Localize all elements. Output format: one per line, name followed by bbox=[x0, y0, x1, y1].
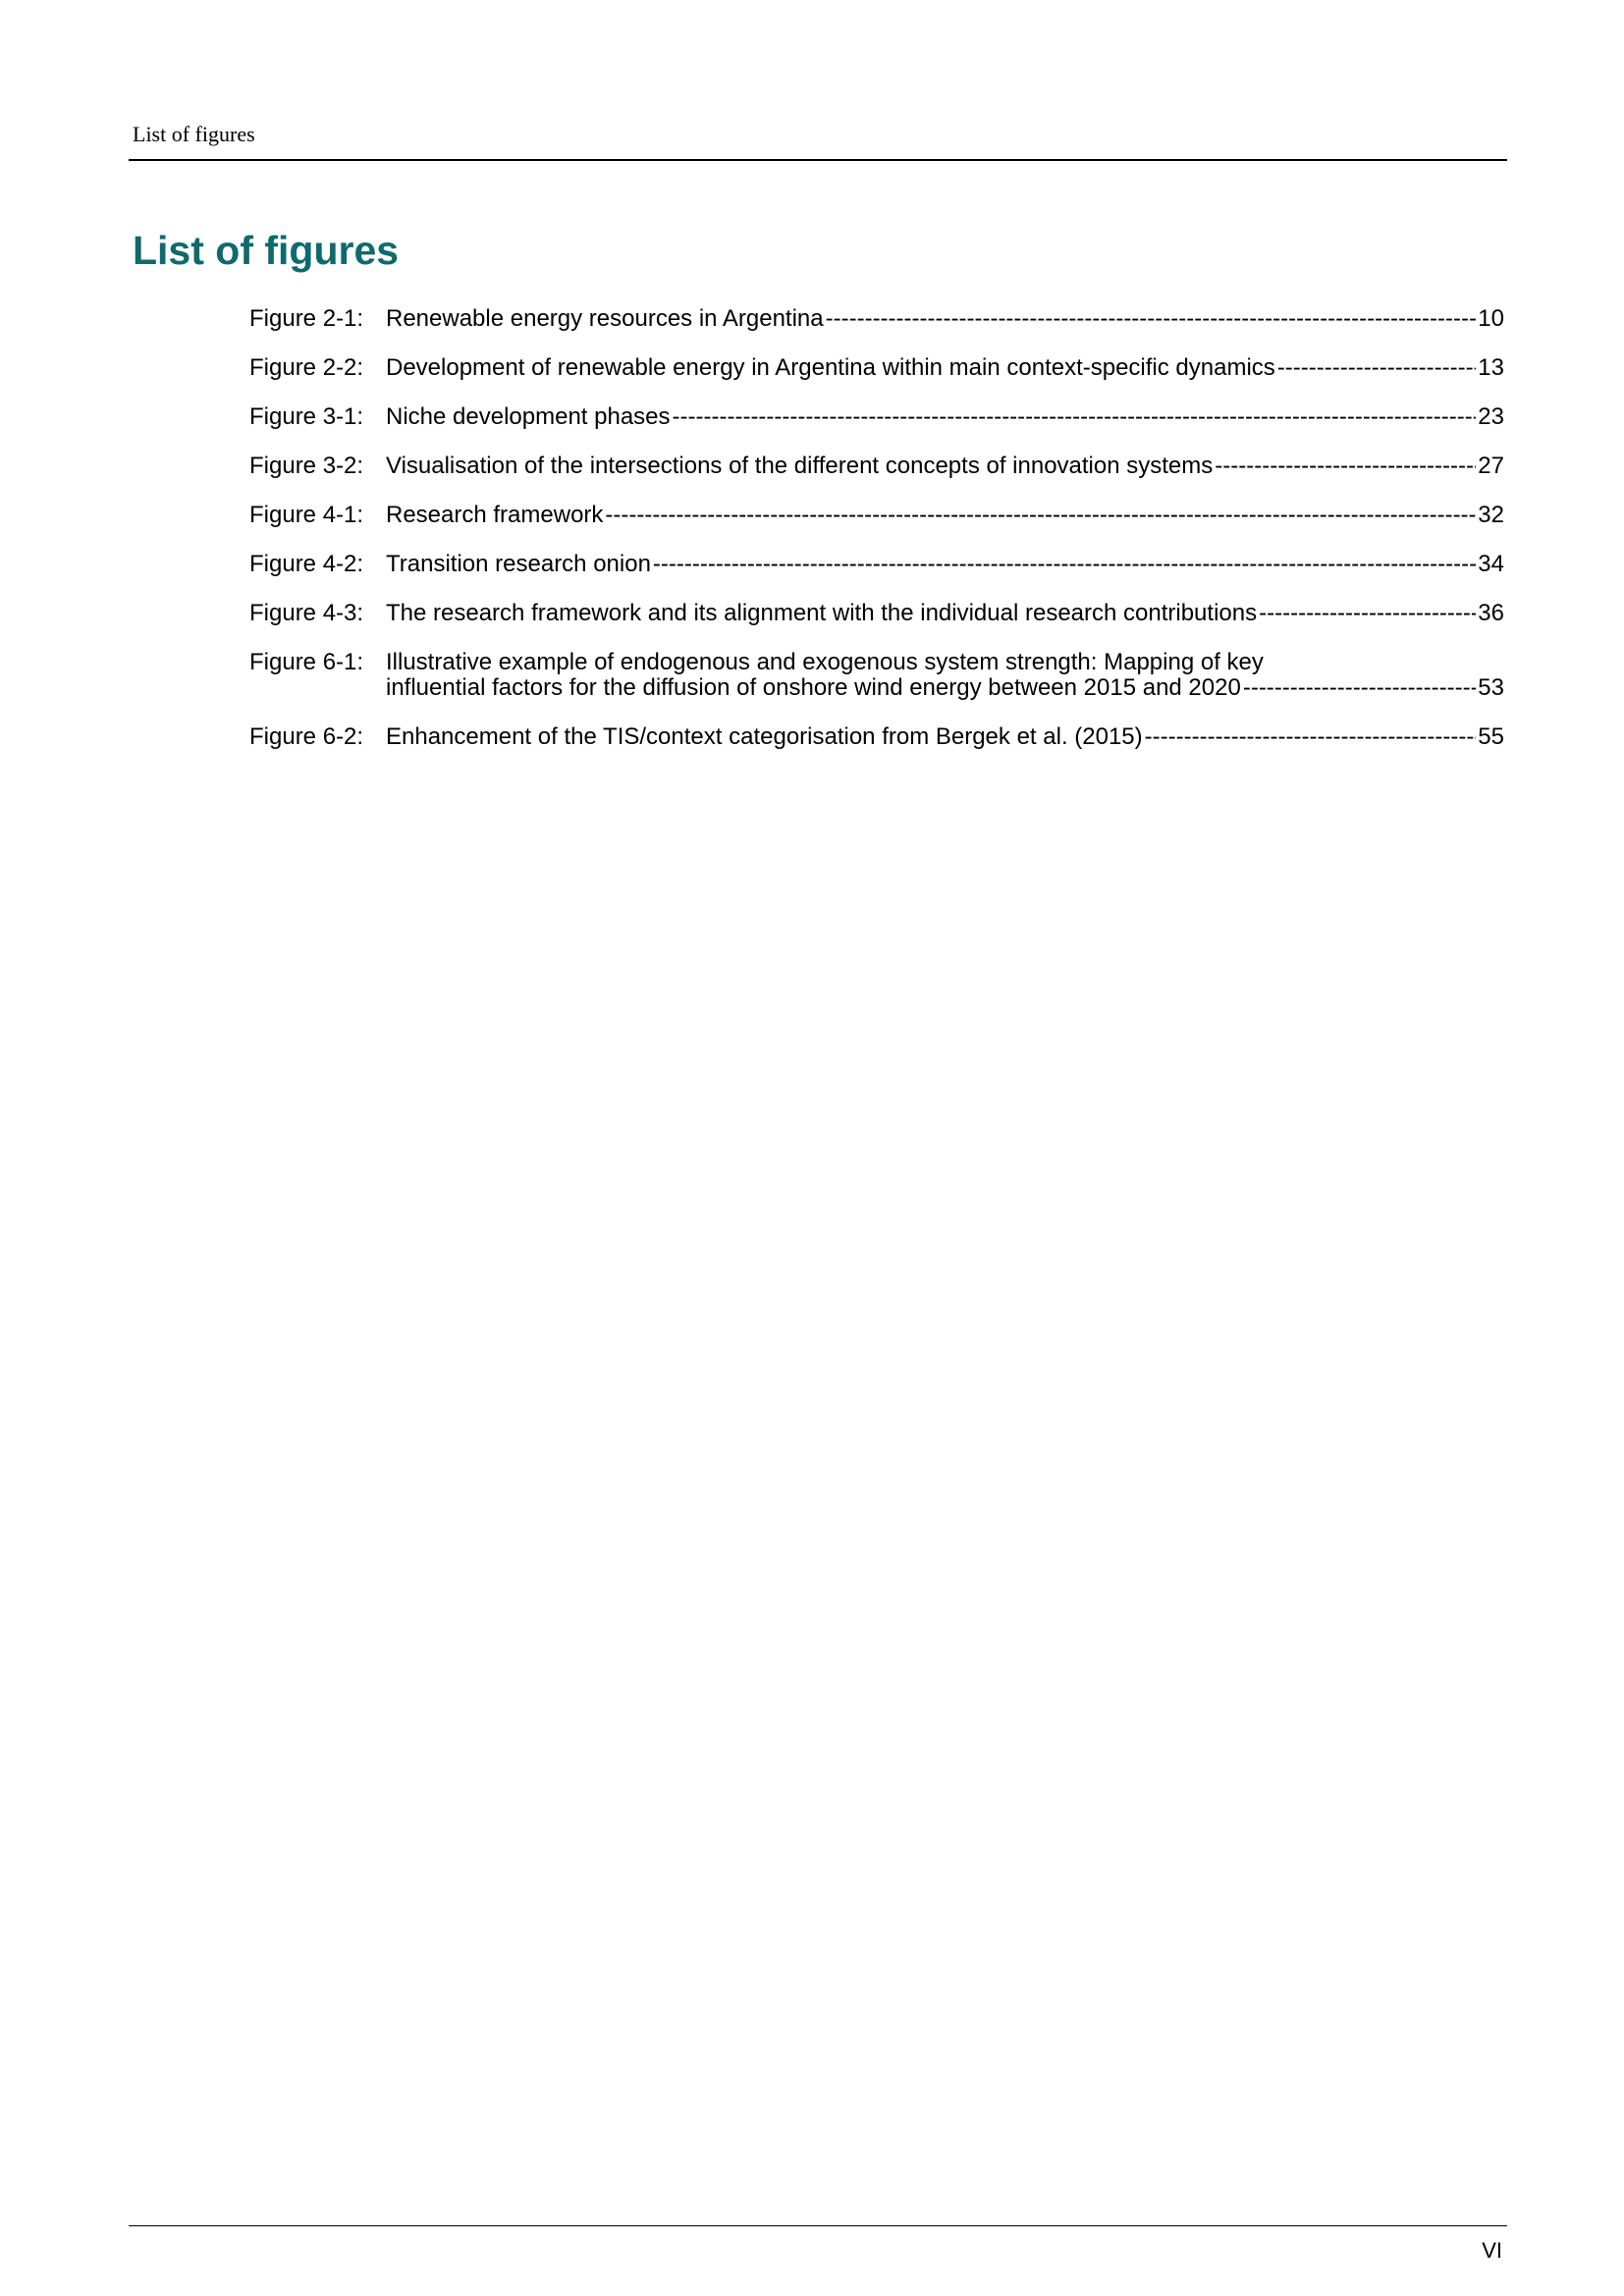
toc-entry[interactable] bbox=[249, 601, 1504, 626]
toc-entry-body bbox=[386, 454, 1504, 479]
toc-entry[interactable] bbox=[249, 355, 1504, 381]
dot-leader bbox=[1259, 601, 1476, 626]
figure-label: Figure 2-2: bbox=[249, 354, 364, 381]
figure-caption: Research framework bbox=[386, 502, 604, 528]
page-number: VI bbox=[1482, 2238, 1502, 2263]
page-ref: 53 bbox=[1478, 674, 1504, 701]
figure-label: Figure 4-3: bbox=[249, 600, 364, 626]
page-ref: 34 bbox=[1478, 551, 1504, 577]
page-title: List of figures bbox=[133, 228, 400, 273]
toc-entry-body bbox=[386, 404, 1504, 430]
page-ref: 32 bbox=[1478, 502, 1504, 528]
figure-caption: The research framework and its alignment with the individual research contributions bbox=[386, 600, 1258, 626]
toc-line bbox=[386, 724, 1504, 750]
figure-label: Figure 3-1: bbox=[249, 403, 364, 430]
figure-caption: Transition research onion bbox=[386, 551, 651, 577]
dot-leader bbox=[673, 404, 1477, 430]
toc-entry-body bbox=[386, 650, 1504, 701]
dot-leader bbox=[1243, 675, 1476, 701]
dot-leader bbox=[605, 503, 1476, 528]
running-header: List of figures bbox=[133, 122, 255, 146]
toc-entry-body bbox=[386, 503, 1504, 528]
toc-line bbox=[386, 404, 1504, 430]
toc-entry[interactable] bbox=[249, 650, 1504, 701]
figure-caption: Visualisation of the intersections of the different concepts of innovation systems bbox=[386, 453, 1214, 479]
page-ref: 23 bbox=[1478, 403, 1504, 430]
figure-label: Figure 3-2: bbox=[249, 453, 364, 479]
toc-line bbox=[386, 650, 1504, 675]
figure-label: Figure 4-2: bbox=[249, 551, 364, 577]
toc-line bbox=[386, 675, 1504, 701]
toc-entry-body bbox=[386, 601, 1504, 626]
figure-caption: Renewable energy resources in Argentina bbox=[386, 305, 824, 332]
dot-leader bbox=[1215, 454, 1476, 479]
toc-line bbox=[386, 306, 1504, 332]
dot-leader bbox=[1145, 724, 1477, 750]
figure-label: Figure 6-1: bbox=[249, 649, 364, 675]
page-ref: 10 bbox=[1478, 305, 1504, 332]
toc-line bbox=[386, 355, 1504, 381]
toc-entry[interactable] bbox=[249, 454, 1504, 479]
figure-caption: Niche development phases bbox=[386, 403, 671, 430]
footer-rule bbox=[129, 2225, 1507, 2226]
toc-line bbox=[386, 601, 1504, 626]
figure-caption-continued: influential factors for the diffusion of onshore wind energy between 2015 and 2020 bbox=[386, 674, 1241, 701]
toc-entry[interactable] bbox=[249, 552, 1504, 577]
toc-entry-body bbox=[386, 355, 1504, 381]
figure-label: Figure 4-1: bbox=[249, 502, 364, 528]
toc-entry-body bbox=[386, 306, 1504, 332]
figure-caption: Enhancement of the TIS/context categorisation from Bergek et al. (2015) bbox=[386, 723, 1143, 750]
toc-entry[interactable] bbox=[249, 404, 1504, 430]
figure-caption: Development of renewable energy in Argentina within main context-specific dynamics bbox=[386, 354, 1275, 381]
toc-entry-body bbox=[386, 552, 1504, 577]
toc-line bbox=[386, 552, 1504, 577]
figure-label: Figure 2-1: bbox=[249, 305, 364, 332]
toc-entry[interactable] bbox=[249, 503, 1504, 528]
toc-entry-body bbox=[386, 724, 1504, 750]
page-ref: 13 bbox=[1478, 354, 1504, 381]
figure-caption: Illustrative example of endogenous and exogenous system strength: Mapping of key bbox=[386, 649, 1264, 675]
dot-leader bbox=[653, 552, 1476, 577]
header-rule bbox=[129, 159, 1507, 161]
toc-entry[interactable] bbox=[249, 724, 1504, 750]
dot-leader bbox=[1277, 355, 1476, 381]
toc-line bbox=[386, 503, 1504, 528]
page-ref: 55 bbox=[1478, 723, 1504, 750]
dot-leader bbox=[826, 306, 1477, 332]
toc-line bbox=[386, 454, 1504, 479]
figure-label: Figure 6-2: bbox=[249, 723, 364, 750]
toc-entry[interactable] bbox=[249, 306, 1504, 332]
page-ref: 36 bbox=[1478, 600, 1504, 626]
page-ref: 27 bbox=[1478, 453, 1504, 479]
figure-list bbox=[249, 306, 1504, 774]
